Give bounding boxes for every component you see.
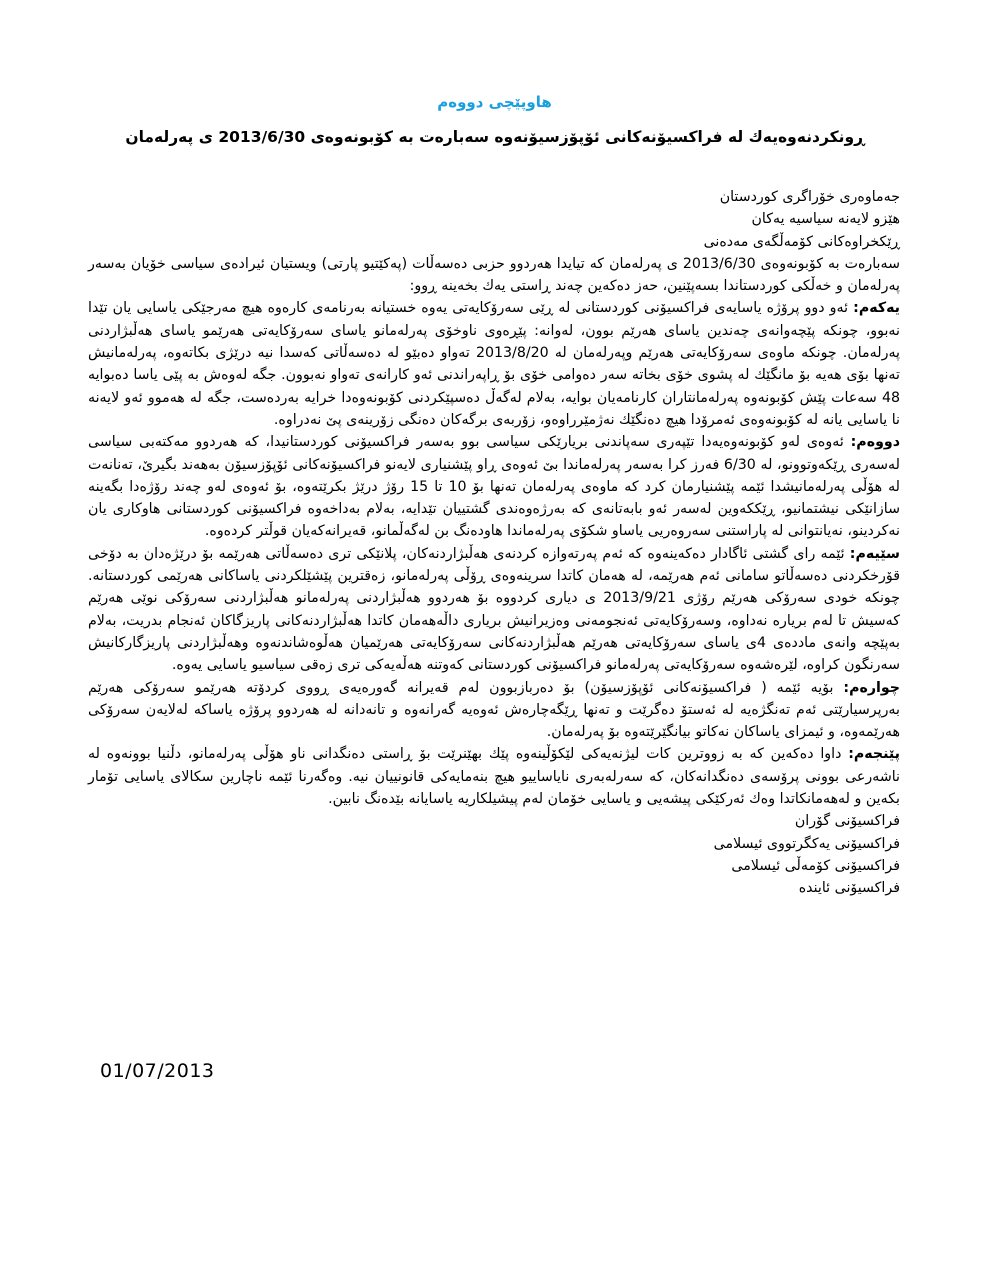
point-label: سێیەم: — [849, 545, 900, 562]
addressee-line: جەماوەری خۆراگری کوردستان — [719, 189, 900, 205]
document-date: 01/07/2013 — [100, 1060, 215, 1082]
point-label: پێنجەم: — [848, 746, 900, 763]
point-text: ئەوەی لەو کۆبونەوەیەدا تێپەری سەپاندنی بریارێکی سیاسی بوو بەسەر فراکسیۆنی کوردستانیدا، کە هەردوو مەکتەبی سیاسی لەسەری ڕێکەوتوونو، لە 6/30 فەرز کرا بەسەر پەرلەماندا بێ ئەوەی ڕاو پێشنیاری لایەنو فراکسیۆنەکانی ئۆپۆزسیۆن بەهەند بگیرێ، تەنانەت لە هۆڵی پەرلەمانیشدا ئێمە پێشنیارمان کرد کە ماوەی پەرلەمان تەنها بۆ 10 تا 15 رۆژ درێژ بکرێتەوە، بۆ ئەوەی لەو چەند رۆژەدا بگەینە سازانێکی نیشتمانیو، ڕێککەوین لەسەر ئەو بابەتانەی کە بەرژەوەندی گشتییان تێدایە، بەلام بەداخەوە فراکسیۆنی کوردستانی هاوکاری یان نەکردینو، نەیانتوانی لە پاراستنی سەروەریی یاساو شکۆی پەرلەماندا هاودەنگ بن لەگەڵمانو، قەیرانەکەیان قوڵتر کردەوە. — [88, 434, 900, 540]
point-label: دووەم: — [850, 434, 900, 451]
point-text: ئەو دوو پرۆژە یاسایەی فراکسیۆنی کوردستانی لە ڕێی سەرۆکایەتی یەوە خستیانە بەرنامەی کارەوە هیچ مەرجێکی یاسایی یان تێدا نەبوو، چونکە پێچەوانەی چەندین یاسای هەرێم بوون، لەوانە: پێڕەوی ناوخۆی پەرلەمانو یاسای سەرۆکایەتی هەرێمو یاسای هەڵبژاردنی پەرلەمان. چونکە ماوەی سەرۆکایەتی هەرێم وپەرلەمان لە 2013/8/20 تەواو دەبێو لە دەسەڵاتی کەسدا نیە درێژی بکاتەوە، پەرلەمانیش تەنها بۆی هەیە بۆ مانگێك لە پشوی خۆی بخاتە سەر دەوامی خۆی بۆ ڕاپەراندنی ئەو کارانەی تەواو نەبوون. جگە لەوەش بە پێی یاسا دەبوایە 48 سەعات پێش کۆبونەوە پەرلەمانتاران کارنامەیان بوایە، بەلام لەگەڵ دەسپێکردنی کۆبونەوەدا خرایە بەردەست، جگە لە هەموو ئەو لایەنە نا یاسایی یانە لە کۆبونەوەی ئەمرۆدا هیچ دەنگێك نەژمێرراوەو، زۆربەی برگەکان دەنگی زۆرینەی پێ نەدراوە. — [88, 300, 900, 428]
point-paragraph — [88, 431, 900, 542]
signatory-line: فراکسیۆنی گۆران — [794, 813, 900, 830]
addressee-line: ڕێکخراوەکانی کۆمەڵگەی مەدەنی — [703, 233, 900, 250]
signatory-line: فراکسیۆنی یەکگرتووی ئیسلامی — [713, 835, 900, 852]
signatory-line: فراکسیۆنی کۆمەڵی ئیسلامی — [731, 857, 900, 874]
signatory-line: فراکسیۆنی ئایندە — [798, 880, 900, 897]
point-paragraph — [88, 677, 900, 744]
document-body — [88, 186, 900, 900]
intro-paragraph: سەبارەت بە کۆبونەوەی 2013/6/30 ی پەرلەمان کە تیایدا هەردوو حزبی دەسەڵات (پەکێتیو پارتی) ویستیان ئیرادەی سیاسی خۆیان بەسەر پەرلەمان و خەڵکی کوردستاندا بسەپێنین، حەز دەکەین چەند ڕاستی یەك بخەینە ڕوو: — [88, 255, 900, 295]
point-text: داوا دەکەین کە بە زووترین کات لیژنەیەکی لێکۆڵینەوە پێك بهێنرێت بۆ ڕاستی دەنگدانی ناو هۆڵی پەرلەمانو، دڵنیا بوونەوە لە ناشەرعی بوونی پرۆسەی دەنگدانەکان، کە سەرلەبەری نایاساییو هیچ بنەمایەکی قانونییان نیە. وەگەرنا ئێمە ناچارین سکالای یاسایی تۆمار بکەین و لەهەمانکاتدا وەك ئەرکێکی پیشەیی و یاسایی خۆمان لەم پیشیلکاریە یاسایانە بێدەنگ نابین. — [88, 746, 900, 808]
point-paragraph — [88, 743, 900, 810]
point-label: یەکەم: — [853, 300, 900, 317]
point-paragraph — [88, 543, 900, 677]
addressee-line: هێزو لایەنە سیاسیە یەکان — [751, 211, 900, 228]
point-paragraph — [88, 297, 900, 431]
document-title: ڕونکردنەوەیەك لە فراکسیۆنەکانی ئۆپۆزسیۆنەوە سەبارەت بە کۆبونەوەی 2013/6/30 ی پەرلەمان — [125, 128, 865, 146]
appendix-title: هاوپێچی دووەم — [437, 93, 552, 111]
point-label: چوارەم: — [843, 679, 900, 696]
point-text: ئێمە رای گشتی ئاگادار دەکەینەوە کە ئەم پەرتەوازە کردنەی هەڵبژاردنەکان، پلانێکی تری دەسەڵاتی هەرێمە بۆ درێژەدان بە دۆخی قۆرخکردنی دەسەڵاتو سامانی ئەم هەرێمە، لە هەمان کاتدا سرینەوەی ڕۆڵی پەرلەمانو، زەقترین پێشێلکردنی یاساکانی هەرێمی کوردستانە. چونکە خودی سەرۆکی هەرێم رۆژی 2013/9/21 ی دیاری کردووە بۆ هەردوو هەڵبژاردنی پەرلەمانو هەڵبژاردنی سەرۆکی نوێی هەرێم کەسیش تا لەم بریارە نەداوە، وسەرۆکایەتی ئەنجومەنی وەزیرانیش بریاری داڵەهەمان کاتدا هەڵبژاردنەکانی پاریزگاکان ئەنجام بدریت، بەلام بەپێچە وانەی ماددەی 4ی یاسای سەرۆکایەتی هەرێم هەڵبژاردنەکانی سەرۆکایەتی هەرێمیان هەڵوەشاندنەوە وهەڵبژاردنی پاریزگارکانیش سەرنگون کراوە، لێرەشەوە سەرۆکایەتی پەرلەمانو فراکسیۆنی کوردستانی کەوتنە هەڵەیەکی تری زەقی سیاسیو یاسایی یەوە. — [88, 545, 900, 674]
point-text: بۆیە ئێمە ( فراکسیۆنەکانی ئۆپۆزسیۆن) بۆ دەربازبوون لەم قەیرانە گەورەیەی ڕووی کردۆتە هەرێمو سەرۆکی هەرێم بەرپرسیارێتی ئەم تەنگژەیە لە ئەستۆ دەگرێت و تەنها ڕێگەچارەش ئەوەیە گەرانەوە و تانەدانە لە هەردوو پرۆژە یاساکە لەلایەن سەرۆکی هەرێمەوە، و ئیمزای یاساکان نەکاتو بیانگێرێتەوە بۆ پەرلەمان. — [88, 679, 900, 741]
